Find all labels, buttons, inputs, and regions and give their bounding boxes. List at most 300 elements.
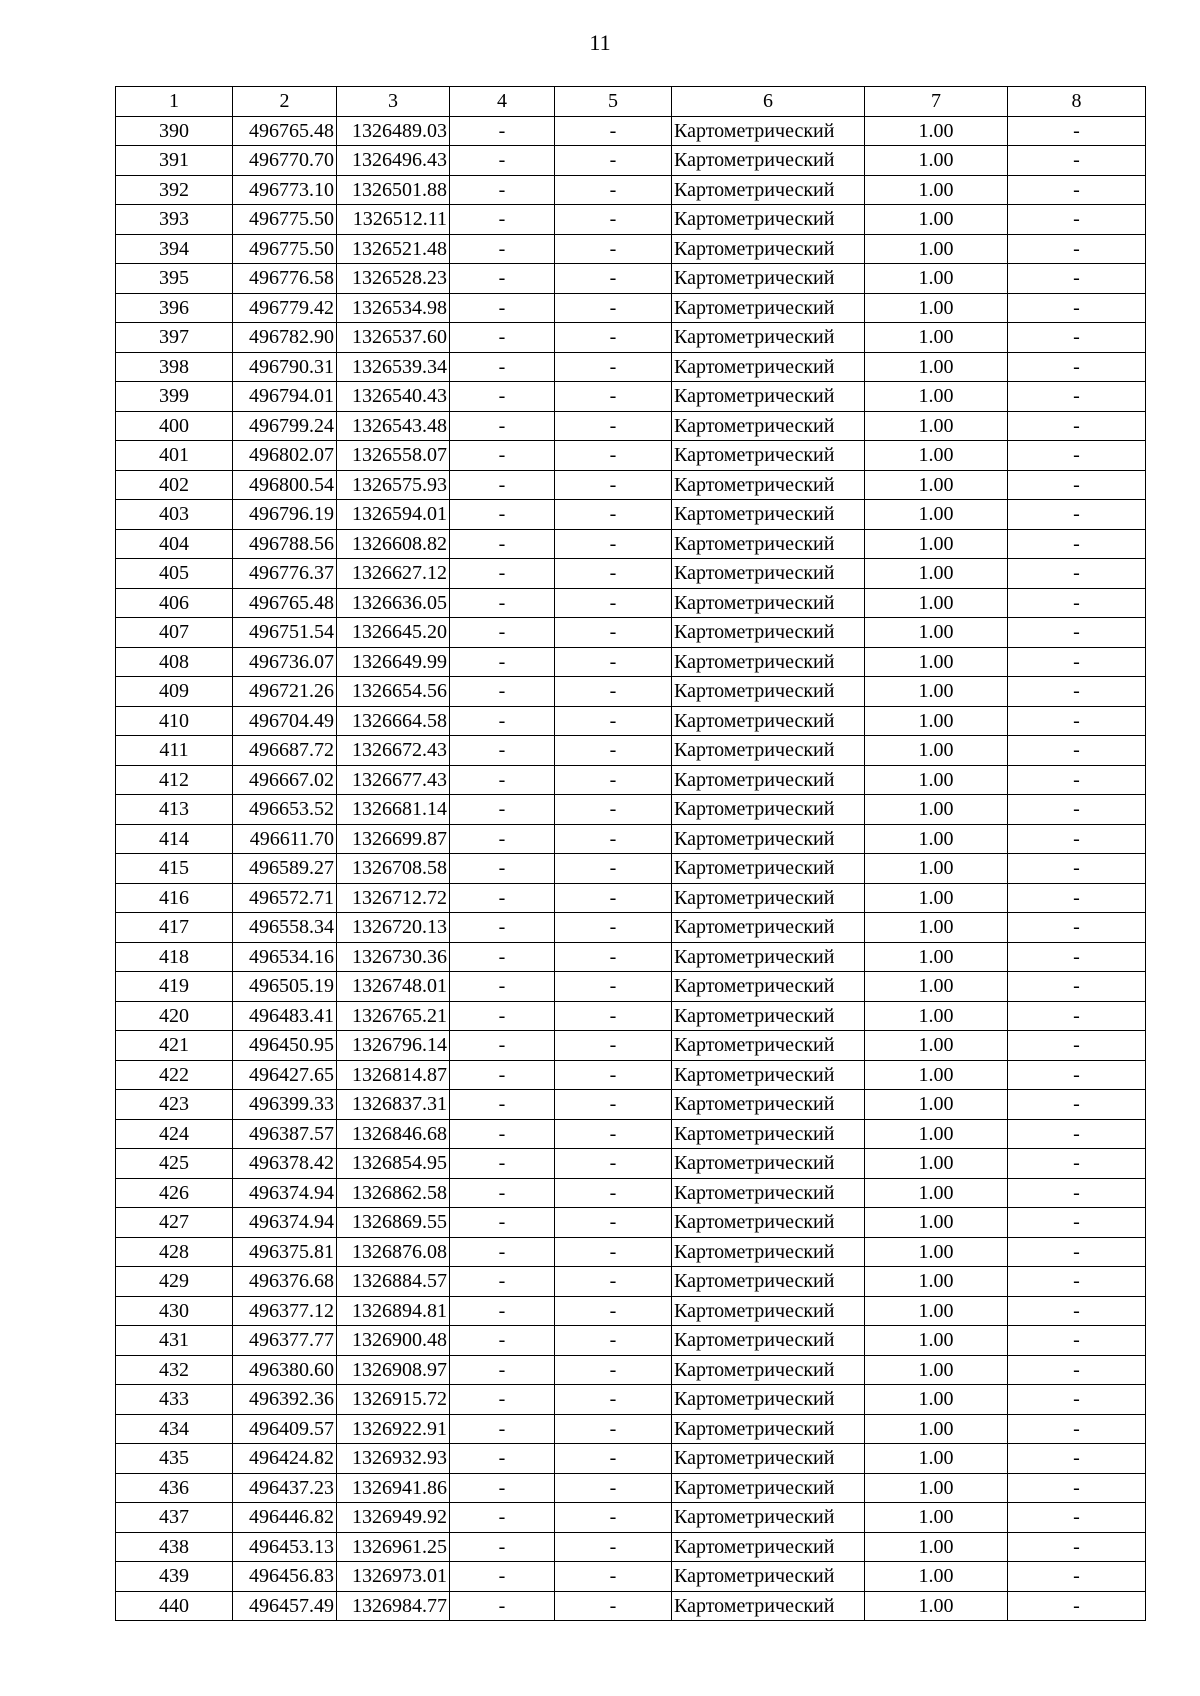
method-cell: Картометрический [672, 1149, 865, 1179]
accuracy-cell: 1.00 [865, 795, 1008, 825]
accuracy-cell: 1.00 [865, 913, 1008, 943]
column-header: 4 [450, 87, 555, 117]
coordinates-table [115, 86, 1146, 1621]
y-coordinate-cell: 1326521.48 [337, 234, 450, 264]
method-cell: Картометрический [672, 647, 865, 677]
point-number-cell: 392 [116, 175, 233, 205]
accuracy-cell: 1.00 [865, 1060, 1008, 1090]
point-number-cell: 398 [116, 352, 233, 382]
column-5-cell: - [555, 1355, 672, 1385]
method-cell: Картометрический [672, 883, 865, 913]
x-coordinate-cell: 496782.90 [233, 323, 337, 353]
x-coordinate-cell: 496799.24 [233, 411, 337, 441]
x-coordinate-cell: 496399.33 [233, 1090, 337, 1120]
table-row [116, 854, 1146, 884]
accuracy-cell: 1.00 [865, 736, 1008, 766]
column-4-cell: - [450, 1001, 555, 1031]
x-coordinate-cell: 496378.42 [233, 1149, 337, 1179]
column-5-cell: - [555, 1296, 672, 1326]
x-coordinate-cell: 496779.42 [233, 293, 337, 323]
column-header: 7 [865, 87, 1008, 117]
y-coordinate-cell: 1326884.57 [337, 1267, 450, 1297]
y-coordinate-cell: 1326894.81 [337, 1296, 450, 1326]
point-number-cell: 401 [116, 441, 233, 471]
method-cell: Картометрический [672, 588, 865, 618]
column-4-cell: - [450, 736, 555, 766]
column-4-cell: - [450, 854, 555, 884]
x-coordinate-cell: 496558.34 [233, 913, 337, 943]
column-8-cell: - [1008, 411, 1146, 441]
table-row [116, 352, 1146, 382]
column-4-cell: - [450, 1414, 555, 1444]
column-5-cell: - [555, 824, 672, 854]
x-coordinate-cell: 496387.57 [233, 1119, 337, 1149]
table-row [116, 441, 1146, 471]
column-8-cell: - [1008, 1355, 1146, 1385]
method-cell: Картометрический [672, 677, 865, 707]
column-5-cell: - [555, 795, 672, 825]
point-number-cell: 411 [116, 736, 233, 766]
accuracy-cell: 1.00 [865, 1414, 1008, 1444]
column-5-cell: - [555, 883, 672, 913]
y-coordinate-cell: 1326528.23 [337, 264, 450, 294]
accuracy-cell: 1.00 [865, 1267, 1008, 1297]
point-number-cell: 432 [116, 1355, 233, 1385]
column-5-cell: - [555, 1208, 672, 1238]
column-4-cell: - [450, 1444, 555, 1474]
point-number-cell: 407 [116, 618, 233, 648]
column-8-cell: - [1008, 1060, 1146, 1090]
column-5-cell: - [555, 1473, 672, 1503]
y-coordinate-cell: 1326720.13 [337, 913, 450, 943]
y-coordinate-cell: 1326543.48 [337, 411, 450, 441]
column-4-cell: - [450, 352, 555, 382]
table-row [116, 1296, 1146, 1326]
column-header: 2 [233, 87, 337, 117]
x-coordinate-cell: 496377.12 [233, 1296, 337, 1326]
accuracy-cell: 1.00 [865, 529, 1008, 559]
y-coordinate-cell: 1326537.60 [337, 323, 450, 353]
table-row [116, 824, 1146, 854]
column-5-cell: - [555, 146, 672, 176]
column-8-cell: - [1008, 1267, 1146, 1297]
column-5-cell: - [555, 441, 672, 471]
table-row [116, 765, 1146, 795]
accuracy-cell: 1.00 [865, 205, 1008, 235]
y-coordinate-cell: 1326594.01 [337, 500, 450, 530]
table-row [116, 1444, 1146, 1474]
accuracy-cell: 1.00 [865, 1090, 1008, 1120]
accuracy-cell: 1.00 [865, 1031, 1008, 1061]
table-row [116, 1503, 1146, 1533]
column-8-cell: - [1008, 1237, 1146, 1267]
y-coordinate-cell: 1326575.93 [337, 470, 450, 500]
column-5-cell: - [555, 205, 672, 235]
column-5-cell: - [555, 1001, 672, 1031]
column-5-cell: - [555, 175, 672, 205]
column-4-cell: - [450, 441, 555, 471]
column-4-cell: - [450, 1326, 555, 1356]
point-number-cell: 415 [116, 854, 233, 884]
column-5-cell: - [555, 736, 672, 766]
y-coordinate-cell: 1326496.43 [337, 146, 450, 176]
table-row [116, 382, 1146, 412]
table-row [116, 146, 1146, 176]
x-coordinate-cell: 496456.83 [233, 1562, 337, 1592]
accuracy-cell: 1.00 [865, 854, 1008, 884]
table-row [116, 293, 1146, 323]
column-5-cell: - [555, 854, 672, 884]
column-4-cell: - [450, 1591, 555, 1621]
method-cell: Картометрический [672, 1562, 865, 1592]
point-number-cell: 431 [116, 1326, 233, 1356]
column-8-cell: - [1008, 913, 1146, 943]
column-8-cell: - [1008, 559, 1146, 589]
accuracy-cell: 1.00 [865, 175, 1008, 205]
x-coordinate-cell: 496687.72 [233, 736, 337, 766]
x-coordinate-cell: 496736.07 [233, 647, 337, 677]
table-row [116, 1149, 1146, 1179]
column-4-cell: - [450, 706, 555, 736]
accuracy-cell: 1.00 [865, 411, 1008, 441]
column-header: 3 [337, 87, 450, 117]
table-row [116, 411, 1146, 441]
table-row [116, 1562, 1146, 1592]
column-8-cell: - [1008, 1296, 1146, 1326]
x-coordinate-cell: 496437.23 [233, 1473, 337, 1503]
point-number-cell: 403 [116, 500, 233, 530]
column-4-cell: - [450, 795, 555, 825]
column-5-cell: - [555, 1031, 672, 1061]
method-cell: Картометрический [672, 736, 865, 766]
column-4-cell: - [450, 1296, 555, 1326]
table-row [116, 913, 1146, 943]
method-cell: Картометрический [672, 205, 865, 235]
method-cell: Картометрический [672, 1208, 865, 1238]
column-header: 1 [116, 87, 233, 117]
column-8-cell: - [1008, 470, 1146, 500]
accuracy-cell: 1.00 [865, 1001, 1008, 1031]
column-5-cell: - [555, 1119, 672, 1149]
x-coordinate-cell: 496453.13 [233, 1532, 337, 1562]
y-coordinate-cell: 1326489.03 [337, 116, 450, 146]
accuracy-cell: 1.00 [865, 588, 1008, 618]
column-8-cell: - [1008, 854, 1146, 884]
accuracy-cell: 1.00 [865, 559, 1008, 589]
y-coordinate-cell: 1326846.68 [337, 1119, 450, 1149]
method-cell: Картометрический [672, 234, 865, 264]
column-4-cell: - [450, 765, 555, 795]
method-cell: Картометрический [672, 1001, 865, 1031]
column-4-cell: - [450, 1031, 555, 1061]
column-8-cell: - [1008, 942, 1146, 972]
x-coordinate-cell: 496375.81 [233, 1237, 337, 1267]
column-8-cell: - [1008, 1385, 1146, 1415]
y-coordinate-cell: 1326765.21 [337, 1001, 450, 1031]
x-coordinate-cell: 496409.57 [233, 1414, 337, 1444]
method-cell: Картометрический [672, 323, 865, 353]
table-row [116, 883, 1146, 913]
table-row [116, 559, 1146, 589]
point-number-cell: 399 [116, 382, 233, 412]
method-cell: Картометрический [672, 352, 865, 382]
point-number-cell: 418 [116, 942, 233, 972]
accuracy-cell: 1.00 [865, 352, 1008, 382]
method-cell: Картометрический [672, 411, 865, 441]
x-coordinate-cell: 496775.50 [233, 234, 337, 264]
y-coordinate-cell: 1326941.86 [337, 1473, 450, 1503]
table-row [116, 470, 1146, 500]
method-cell: Картометрический [672, 441, 865, 471]
accuracy-cell: 1.00 [865, 677, 1008, 707]
table-row [116, 706, 1146, 736]
accuracy-cell: 1.00 [865, 1473, 1008, 1503]
column-8-cell: - [1008, 972, 1146, 1002]
point-number-cell: 412 [116, 765, 233, 795]
x-coordinate-cell: 496374.94 [233, 1208, 337, 1238]
table-row [116, 618, 1146, 648]
x-coordinate-cell: 496776.37 [233, 559, 337, 589]
table-row [116, 1591, 1146, 1621]
y-coordinate-cell: 1326973.01 [337, 1562, 450, 1592]
x-coordinate-cell: 496446.82 [233, 1503, 337, 1533]
point-number-cell: 440 [116, 1591, 233, 1621]
column-5-cell: - [555, 116, 672, 146]
column-5-cell: - [555, 1385, 672, 1415]
column-4-cell: - [450, 588, 555, 618]
accuracy-cell: 1.00 [865, 382, 1008, 412]
accuracy-cell: 1.00 [865, 116, 1008, 146]
x-coordinate-cell: 496653.52 [233, 795, 337, 825]
column-4-cell: - [450, 146, 555, 176]
column-4-cell: - [450, 1473, 555, 1503]
column-5-cell: - [555, 1267, 672, 1297]
accuracy-cell: 1.00 [865, 1562, 1008, 1592]
point-number-cell: 417 [116, 913, 233, 943]
column-8-cell: - [1008, 205, 1146, 235]
table-row [116, 205, 1146, 235]
column-5-cell: - [555, 942, 672, 972]
accuracy-cell: 1.00 [865, 1355, 1008, 1385]
column-5-cell: - [555, 1060, 672, 1090]
column-5-cell: - [555, 1178, 672, 1208]
y-coordinate-cell: 1326627.12 [337, 559, 450, 589]
table-row [116, 1208, 1146, 1238]
method-cell: Картометрический [672, 913, 865, 943]
column-5-cell: - [555, 234, 672, 264]
point-number-cell: 394 [116, 234, 233, 264]
column-8-cell: - [1008, 588, 1146, 618]
column-8-cell: - [1008, 1444, 1146, 1474]
accuracy-cell: 1.00 [865, 1385, 1008, 1415]
column-5-cell: - [555, 470, 672, 500]
x-coordinate-cell: 496424.82 [233, 1444, 337, 1474]
y-coordinate-cell: 1326608.82 [337, 529, 450, 559]
x-coordinate-cell: 496765.48 [233, 116, 337, 146]
x-coordinate-cell: 496376.68 [233, 1267, 337, 1297]
column-5-cell: - [555, 706, 672, 736]
point-number-cell: 397 [116, 323, 233, 353]
table-row [116, 1326, 1146, 1356]
point-number-cell: 429 [116, 1267, 233, 1297]
point-number-cell: 424 [116, 1119, 233, 1149]
x-coordinate-cell: 496483.41 [233, 1001, 337, 1031]
table-row [116, 1001, 1146, 1031]
method-cell: Картометрический [672, 1503, 865, 1533]
x-coordinate-cell: 496794.01 [233, 382, 337, 412]
y-coordinate-cell: 1326796.14 [337, 1031, 450, 1061]
y-coordinate-cell: 1326558.07 [337, 441, 450, 471]
method-cell: Картометрический [672, 500, 865, 530]
column-4-cell: - [450, 677, 555, 707]
column-4-cell: - [450, 1532, 555, 1562]
accuracy-cell: 1.00 [865, 293, 1008, 323]
table-body [116, 116, 1146, 1621]
point-number-cell: 410 [116, 706, 233, 736]
column-5-cell: - [555, 677, 672, 707]
column-5-cell: - [555, 559, 672, 589]
column-8-cell: - [1008, 116, 1146, 146]
accuracy-cell: 1.00 [865, 765, 1008, 795]
column-5-cell: - [555, 1414, 672, 1444]
column-8-cell: - [1008, 1591, 1146, 1621]
accuracy-cell: 1.00 [865, 942, 1008, 972]
method-cell: Картометрический [672, 1385, 865, 1415]
column-8-cell: - [1008, 1414, 1146, 1444]
x-coordinate-cell: 496721.26 [233, 677, 337, 707]
point-number-cell: 420 [116, 1001, 233, 1031]
point-number-cell: 427 [116, 1208, 233, 1238]
point-number-cell: 414 [116, 824, 233, 854]
y-coordinate-cell: 1326540.43 [337, 382, 450, 412]
table-row [116, 1060, 1146, 1090]
y-coordinate-cell: 1326649.99 [337, 647, 450, 677]
point-number-cell: 393 [116, 205, 233, 235]
column-8-cell: - [1008, 1326, 1146, 1356]
point-number-cell: 400 [116, 411, 233, 441]
y-coordinate-cell: 1326534.98 [337, 293, 450, 323]
method-cell: Картометрический [672, 382, 865, 412]
accuracy-cell: 1.00 [865, 972, 1008, 1002]
column-5-cell: - [555, 1562, 672, 1592]
x-coordinate-cell: 496790.31 [233, 352, 337, 382]
column-5-cell: - [555, 1591, 672, 1621]
accuracy-cell: 1.00 [865, 706, 1008, 736]
column-5-cell: - [555, 1444, 672, 1474]
x-coordinate-cell: 496427.65 [233, 1060, 337, 1090]
table-row [116, 1532, 1146, 1562]
accuracy-cell: 1.00 [865, 1444, 1008, 1474]
method-cell: Картометрический [672, 972, 865, 1002]
column-8-cell: - [1008, 618, 1146, 648]
column-header: 8 [1008, 87, 1146, 117]
column-4-cell: - [450, 1385, 555, 1415]
method-cell: Картометрический [672, 795, 865, 825]
column-5-cell: - [555, 264, 672, 294]
y-coordinate-cell: 1326961.25 [337, 1532, 450, 1562]
table-row [116, 736, 1146, 766]
column-4-cell: - [450, 1060, 555, 1090]
y-coordinate-cell: 1326699.87 [337, 824, 450, 854]
method-cell: Картометрический [672, 1591, 865, 1621]
accuracy-cell: 1.00 [865, 647, 1008, 677]
column-5-cell: - [555, 1149, 672, 1179]
accuracy-cell: 1.00 [865, 1296, 1008, 1326]
accuracy-cell: 1.00 [865, 1208, 1008, 1238]
table-row [116, 1090, 1146, 1120]
column-4-cell: - [450, 264, 555, 294]
accuracy-cell: 1.00 [865, 500, 1008, 530]
x-coordinate-cell: 496505.19 [233, 972, 337, 1002]
method-cell: Картометрический [672, 765, 865, 795]
accuracy-cell: 1.00 [865, 323, 1008, 353]
method-cell: Картометрический [672, 175, 865, 205]
column-4-cell: - [450, 116, 555, 146]
column-8-cell: - [1008, 1473, 1146, 1503]
x-coordinate-cell: 496776.58 [233, 264, 337, 294]
column-8-cell: - [1008, 323, 1146, 353]
column-4-cell: - [450, 1178, 555, 1208]
point-number-cell: 437 [116, 1503, 233, 1533]
table-row [116, 1178, 1146, 1208]
column-4-cell: - [450, 175, 555, 205]
method-cell: Картометрический [672, 1296, 865, 1326]
method-cell: Картометрический [672, 116, 865, 146]
column-5-cell: - [555, 529, 672, 559]
accuracy-cell: 1.00 [865, 824, 1008, 854]
column-8-cell: - [1008, 1149, 1146, 1179]
column-4-cell: - [450, 529, 555, 559]
column-5-cell: - [555, 411, 672, 441]
point-number-cell: 425 [116, 1149, 233, 1179]
point-number-cell: 405 [116, 559, 233, 589]
point-number-cell: 391 [116, 146, 233, 176]
y-coordinate-cell: 1326908.97 [337, 1355, 450, 1385]
x-coordinate-cell: 496704.49 [233, 706, 337, 736]
column-8-cell: - [1008, 647, 1146, 677]
column-8-cell: - [1008, 352, 1146, 382]
point-number-cell: 413 [116, 795, 233, 825]
method-cell: Картометрический [672, 1444, 865, 1474]
y-coordinate-cell: 1326664.58 [337, 706, 450, 736]
y-coordinate-cell: 1326862.58 [337, 1178, 450, 1208]
table-row [116, 795, 1146, 825]
column-4-cell: - [450, 411, 555, 441]
y-coordinate-cell: 1326854.95 [337, 1149, 450, 1179]
table-row [116, 500, 1146, 530]
method-cell: Картометрический [672, 1532, 865, 1562]
y-coordinate-cell: 1326645.20 [337, 618, 450, 648]
y-coordinate-cell: 1326730.36 [337, 942, 450, 972]
accuracy-cell: 1.00 [865, 146, 1008, 176]
table-row [116, 972, 1146, 1002]
x-coordinate-cell: 496589.27 [233, 854, 337, 884]
y-coordinate-cell: 1326869.55 [337, 1208, 450, 1238]
accuracy-cell: 1.00 [865, 1178, 1008, 1208]
column-4-cell: - [450, 1562, 555, 1592]
method-cell: Картометрический [672, 529, 865, 559]
method-cell: Картометрический [672, 1326, 865, 1356]
column-8-cell: - [1008, 765, 1146, 795]
y-coordinate-cell: 1326949.92 [337, 1503, 450, 1533]
column-4-cell: - [450, 1237, 555, 1267]
column-8-cell: - [1008, 1031, 1146, 1061]
point-number-cell: 426 [116, 1178, 233, 1208]
point-number-cell: 395 [116, 264, 233, 294]
column-5-cell: - [555, 972, 672, 1002]
y-coordinate-cell: 1326932.93 [337, 1444, 450, 1474]
y-coordinate-cell: 1326501.88 [337, 175, 450, 205]
